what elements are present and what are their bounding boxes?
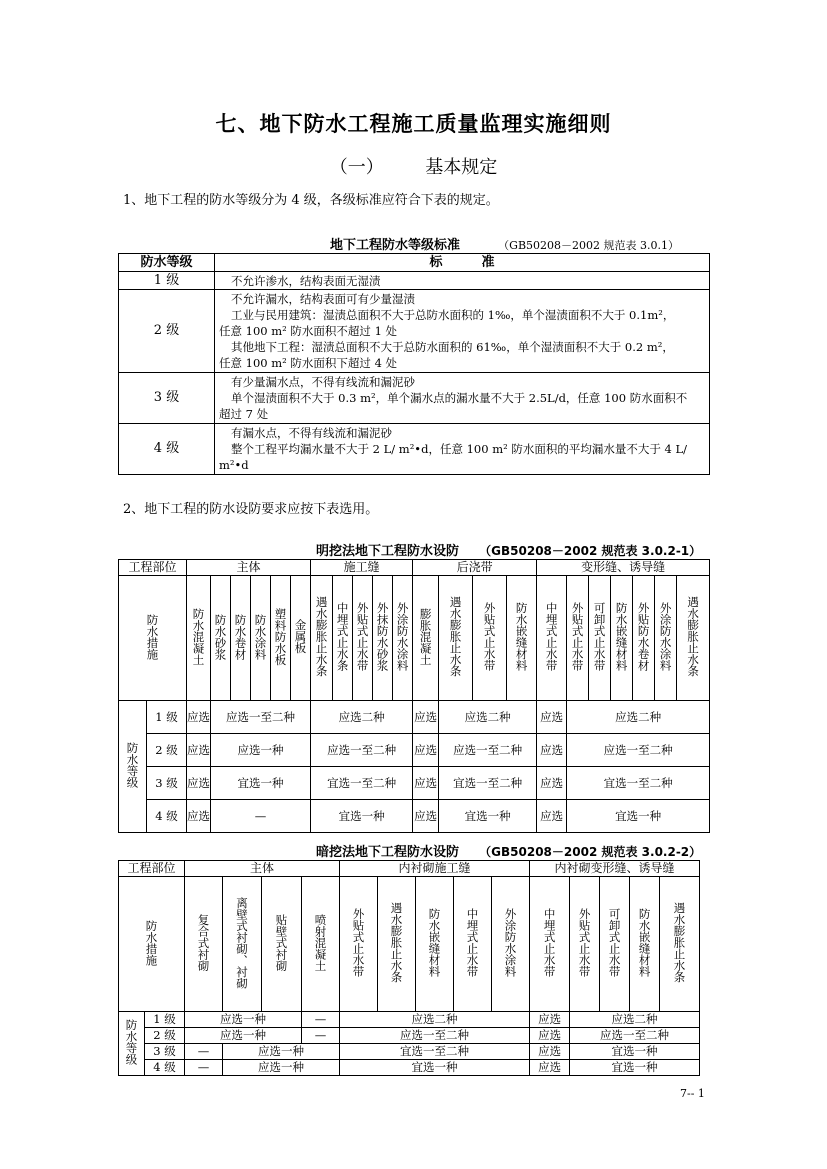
measure-name: 膨胀混凝土 [418,607,433,666]
measure-label-cell [119,877,185,1012]
measure-name: 防水涂料 [253,613,268,660]
measure-name: 外抹防水砂浆 [375,602,390,671]
measure-name: 遇水膨胀止水条 [686,596,701,677]
measure-name: 外贴式止水带 [570,602,585,671]
grade-cell: 3 级 [145,1044,185,1060]
measure-name: 遇水膨胀止水条 [314,596,329,677]
table2-caption [316,540,701,559]
requirement-cell: — [211,800,311,833]
open-cut-defense-table [118,559,710,833]
requirement-cell: 应选二种 [567,701,710,734]
requirement-cell: 应选一种 [185,1012,302,1028]
table-row [119,701,710,734]
standard-cell [215,373,710,424]
requirement-cell: — [185,1060,223,1076]
grade-cell: 4 级 [119,424,215,475]
requirement-cell: 宜选一种 [340,1060,530,1076]
waterproof-grade-table [118,253,710,475]
table2-source: （GB50208－2002 规范表 3.0.2-1） [479,544,702,558]
measure-name: 外贴式止水带 [355,602,370,671]
requirement-cell: 应选一至二种 [340,1028,530,1044]
page-title: 七、地下防水工程施工质量监理实施细则 [215,112,612,136]
measure-label-cell [119,576,187,701]
grade-label: 防水等级 [125,741,140,788]
grade-cell: 2 级 [119,290,215,373]
group-lining-construction-joint: 内衬砌施工缝 [340,861,530,877]
requirement-cell: 应选二种 [340,1012,530,1028]
table2-title: 明挖法地下工程防水设防 [316,544,460,559]
table-row [119,424,710,475]
standard-line: 不允许漏水，结构表面可有少量湿渍 [231,292,415,306]
table-row [119,800,710,833]
grade-cell: 2 级 [145,1028,185,1044]
grade-cell: 4 级 [147,800,187,833]
requirement-cell: 宜选一至二种 [340,1044,530,1060]
requirement-cell: 宜选一至二种 [311,767,413,800]
paragraph-1: 1、地下工程的防水等级分为 4 级，各级标准应符合下表的规定。 [123,193,499,208]
requirement-cell: 应选一至二种 [570,1028,700,1044]
requirement-cell: 应选一至二种 [211,701,311,734]
requirement-cell: 应选 [537,800,567,833]
header-standard: 标 准 [215,254,710,272]
grade-cell: 2 级 [147,734,187,767]
group-main-body: 主体 [187,560,311,576]
paragraph-2: 2、地下工程的防水设防要求应按下表选用。 [123,502,379,517]
requirement-cell: 应选二种 [439,701,537,734]
requirement-cell: 应选一种 [185,1028,302,1044]
section-number: （一） [329,157,384,178]
table1-title: 地下工程防水等级标准 [330,238,461,253]
requirement-cell: 宜选一种 [570,1044,700,1060]
measure-name: 遇水膨胀止水条 [389,902,404,983]
requirement-cell: 应选 [530,1028,570,1044]
measure-name: 外贴式止水带 [577,908,592,977]
measure-name: 塑料防水板 [273,607,288,666]
table1-source: （GB50208－2002 规范表 3.0.1） [498,239,679,252]
table-row [119,1060,700,1076]
requirement-cell: 宜选一至二种 [567,767,710,800]
requirement-cell: — [185,1044,223,1060]
group-construction-joint: 施工缝 [311,560,413,576]
requirement-cell: 应选 [187,800,211,833]
standard-line: 任意 100 m² 防水面积不超过 1 处 [219,324,398,338]
table-row [119,1012,700,1028]
requirement-cell: 宜选一种 [439,800,537,833]
requirement-cell: 宜选一种 [570,1060,700,1076]
measure-name: 中埋式止水带 [465,908,480,977]
requirement-cell: — [302,1012,340,1028]
standard-line: m²•d [219,458,249,472]
measure-name: 防水混凝土 [191,607,206,666]
requirement-cell: 宜选一种 [211,767,311,800]
table-row [119,290,710,373]
requirement-cell: 应选 [530,1060,570,1076]
requirement-cell: 应选一种 [223,1044,340,1060]
grade-label-cell [119,701,147,833]
grade-cell: 1 级 [145,1012,185,1028]
requirement-cell: 应选 [413,767,439,800]
page-number: 7-- 1 [680,1087,705,1100]
requirement-cell: 应选 [413,800,439,833]
requirement-cell: 应选 [413,701,439,734]
measure-name: 中埋式止水带 [542,908,557,977]
measure-name: 防水砂浆 [213,613,228,660]
requirement-cell: 应选一种 [211,734,311,767]
table1-caption [330,234,679,253]
requirement-cell: 应选一至二种 [311,734,413,767]
measure-name: 防水嵌缝材料 [427,908,442,977]
requirement-cell: 应选一种 [223,1060,340,1076]
standard-line: 不允许渗水，结构表面无湿渍 [231,273,381,288]
measure-name: 贴壁式衬砌 [274,913,289,972]
grade-cell: 3 级 [147,767,187,800]
measure-name: 外涂防水涂料 [503,908,518,977]
measure-label: 防水措施 [145,613,160,660]
standard-line: 超过 7 处 [219,407,269,421]
requirement-cell: — [302,1028,340,1044]
table-row [119,373,710,424]
requirement-cell: 宜选一至二种 [439,767,537,800]
requirement-cell: 应选 [537,701,567,734]
standard-line: 有漏水点，不得有线流和漏泥砂 [231,426,392,440]
measure-name: 外贴防水卷材 [636,602,651,671]
header-part: 工程部位 [119,560,187,576]
measure-name: 金属板 [293,619,308,654]
requirement-cell: 应选二种 [311,701,413,734]
measure-name: 防水嵌缝材料 [637,908,652,977]
table-row [119,1044,700,1060]
requirement-cell: 应选二种 [570,1012,700,1028]
measure-label: 防水措施 [144,919,159,966]
measure-name: 中埋式止水带 [544,602,559,671]
standard-line: 单个湿渍面积不大于 0.3 m²，单个漏水点的漏水量不大于 2.5L/d，任意 100 防水面积不 [231,391,688,405]
requirement-cell: 应选 [187,767,211,800]
grade-cell: 4 级 [145,1060,185,1076]
group-lining-deformation-joint: 内衬砌变形缝、诱导缝 [530,861,700,877]
measure-name: 外贴式止水带 [482,602,497,671]
measure-name: 中埋式止水条 [335,602,350,671]
table-row [119,767,710,800]
measure-name: 遇水膨胀止水条 [672,902,687,983]
measure-name: 复合式衬砌 [196,913,211,972]
header-grade: 防水等级 [119,254,215,272]
table3-source: （GB50208－2002 规范表 3.0.2-2） [479,845,702,859]
header-part: 工程部位 [119,861,185,877]
standard-cell [215,272,710,290]
standard-line: 有少量漏水点，不得有线流和漏泥砂 [231,375,415,389]
table3-caption [316,841,701,860]
standard-cell [215,424,710,475]
standard-line: 整个工程平均漏水量不大于 2 L/ m²•d，任意 100 m² 防水面积的平均漏水量不大于 4 L/ [231,442,688,456]
measure-name: 可卸式止水带 [592,602,607,671]
group-post-cast-strip: 后浇带 [413,560,537,576]
requirement-cell: 应选 [187,701,211,734]
standard-line: 任意 100 m² 防水面积下超过 4 处 [219,356,398,370]
requirement-cell: 宜选一种 [567,800,710,833]
requirement-cell: 应选一至二种 [439,734,537,767]
table3-title: 暗挖法地下工程防水设防 [316,845,460,860]
measure-name: 防水嵌缝材料 [514,602,529,671]
grade-cell: 1 级 [147,701,187,734]
grade-cell: 1 级 [119,272,215,290]
requirement-cell: 应选 [537,767,567,800]
measure-name: 防水卷材 [233,613,248,660]
measure-name: 外贴式止水带 [351,908,366,977]
requirement-cell: 应选 [413,734,439,767]
underground-excavation-defense-table [118,860,700,1076]
group-main-body: 主体 [185,861,340,877]
standard-line: 工业与民用建筑：湿渍总面积不大于总防水面积的 1‰，单个湿渍面积不大于 0.1m²， [231,308,675,322]
requirement-cell: 应选 [187,734,211,767]
group-deformation-joint: 变形缝、诱导缝 [537,560,710,576]
measure-name: 防水嵌缝材料 [614,602,629,671]
requirement-cell: 宜选一种 [311,800,413,833]
grade-label-cell [119,1012,145,1076]
section-heading [0,153,827,179]
standard-cell [215,290,710,373]
requirement-cell: 应选一至二种 [567,734,710,767]
grade-label: 防水等级 [124,1018,139,1065]
requirement-cell: 应选 [530,1044,570,1060]
measure-name: 遇水膨胀止水条 [448,596,463,677]
measure-name: 外涂防水涂料 [658,602,673,671]
table-row [119,272,710,290]
section-label: 基本规定 [425,157,498,178]
table-row [119,734,710,767]
measure-name: 可卸式止水带 [607,908,622,977]
table-row [119,1028,700,1044]
requirement-cell: 应选 [537,734,567,767]
grade-cell: 3 级 [119,373,215,424]
measure-name: 外涂防水涂料 [395,602,410,671]
measure-name: 喷射混凝土 [313,913,328,972]
requirement-cell: 应选 [530,1012,570,1028]
standard-line: 其他地下工程：湿渍总面积不大于总防水面积的 61‰，单个湿渍面积不大于 0.2 m²， [231,340,674,354]
measure-name: 离壁式衬砌、衬砌 [235,896,250,989]
